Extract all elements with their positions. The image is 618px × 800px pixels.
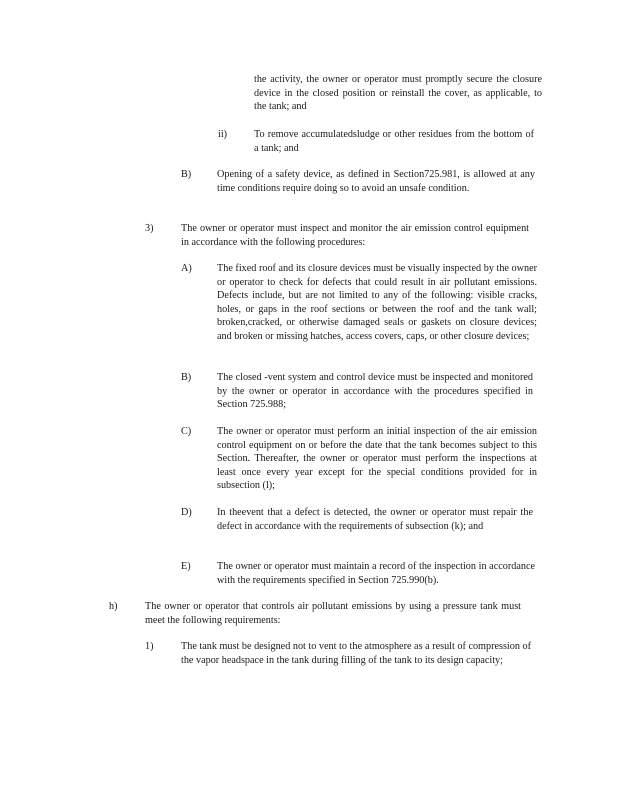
item-b-opening-marker: B) <box>181 169 192 180</box>
item-i-continuation <box>254 73 542 114</box>
item-3 <box>181 222 529 249</box>
item-i-continuation-text: the activity, the owner or operator must promptly secure the closure device in the closed position or reinstall the cover, as applicable, to the tank; and <box>254 74 542 112</box>
item-ii <box>254 128 534 155</box>
item-b-opening <box>217 168 535 195</box>
item-3a <box>217 262 537 343</box>
item-3a-marker: A) <box>181 263 192 274</box>
item-b-opening-text: Opening of a safety device, as defined in Section725.981, is allowed at any time conditions require doing so to avoid an unsafe condition. <box>217 169 535 194</box>
item-h1-text: The tank must be designed not to vent to the atmosphere as a result of compression of the vapor headspace in the tank during filling of the tank to its design capacity; <box>181 641 531 666</box>
item-3d-marker: D) <box>181 507 192 518</box>
item-3a-text: The fixed roof and its closure devices must be visually inspected by the owner or operator to check for defects that could result in air pollutant emissions. Defects include, but are not limited to any of the following: visible cracks, holes, or gaps in the roof sections or between the roof and the tank wall; broken,cracked, or otherwise damaged seals or gaskets on closure devices; and broken or missing hatches, access covers, caps, or other closure devices; <box>217 263 537 342</box>
item-ii-text: To remove accumulatedsludge or other residues from the bottom of a tank; and <box>254 129 534 154</box>
item-3c-marker: C) <box>181 426 192 437</box>
item-h-marker: h) <box>109 601 118 612</box>
item-3c-text: The owner or operator must perform an initial inspection of the air emission control equipment on or before the date that the tank becomes subject to this Section. Thereafter, the owner or operator must perform the inspections at least once every year except for the special conditions provided for in subsection (l); <box>217 426 537 491</box>
item-3e-marker: E) <box>181 561 191 572</box>
item-h <box>145 600 521 627</box>
item-3b-marker: B) <box>181 372 192 383</box>
item-h-text: The owner or operator that controls air pollutant emissions by using a pressure tank must meet the following requirements: <box>145 601 521 626</box>
item-3-text: The owner or operator must inspect and monitor the air emission control equipment in accordance with the following procedures: <box>181 223 529 248</box>
item-3c <box>217 425 537 493</box>
item-3e-text: The owner or operator must maintain a record of the inspection in accordance with the requirements specified in Section 725.990(b). <box>217 561 535 586</box>
item-h1 <box>181 640 531 667</box>
item-h1-marker: 1) <box>145 641 154 652</box>
item-3d <box>217 506 533 533</box>
item-3d-text: In theevent that a defect is detected, the owner or operator must repair the defect in accordance with the requirements of subsection (k); and <box>217 507 533 532</box>
item-3-marker: 3) <box>145 223 154 234</box>
item-3e <box>217 560 535 587</box>
item-ii-marker: ii) <box>218 129 228 140</box>
item-3b <box>217 371 533 412</box>
item-3b-text: The closed -vent system and control device must be inspected and monitored by the owner or operator in accordance with the procedures specified in Section 725.988; <box>217 372 533 410</box>
